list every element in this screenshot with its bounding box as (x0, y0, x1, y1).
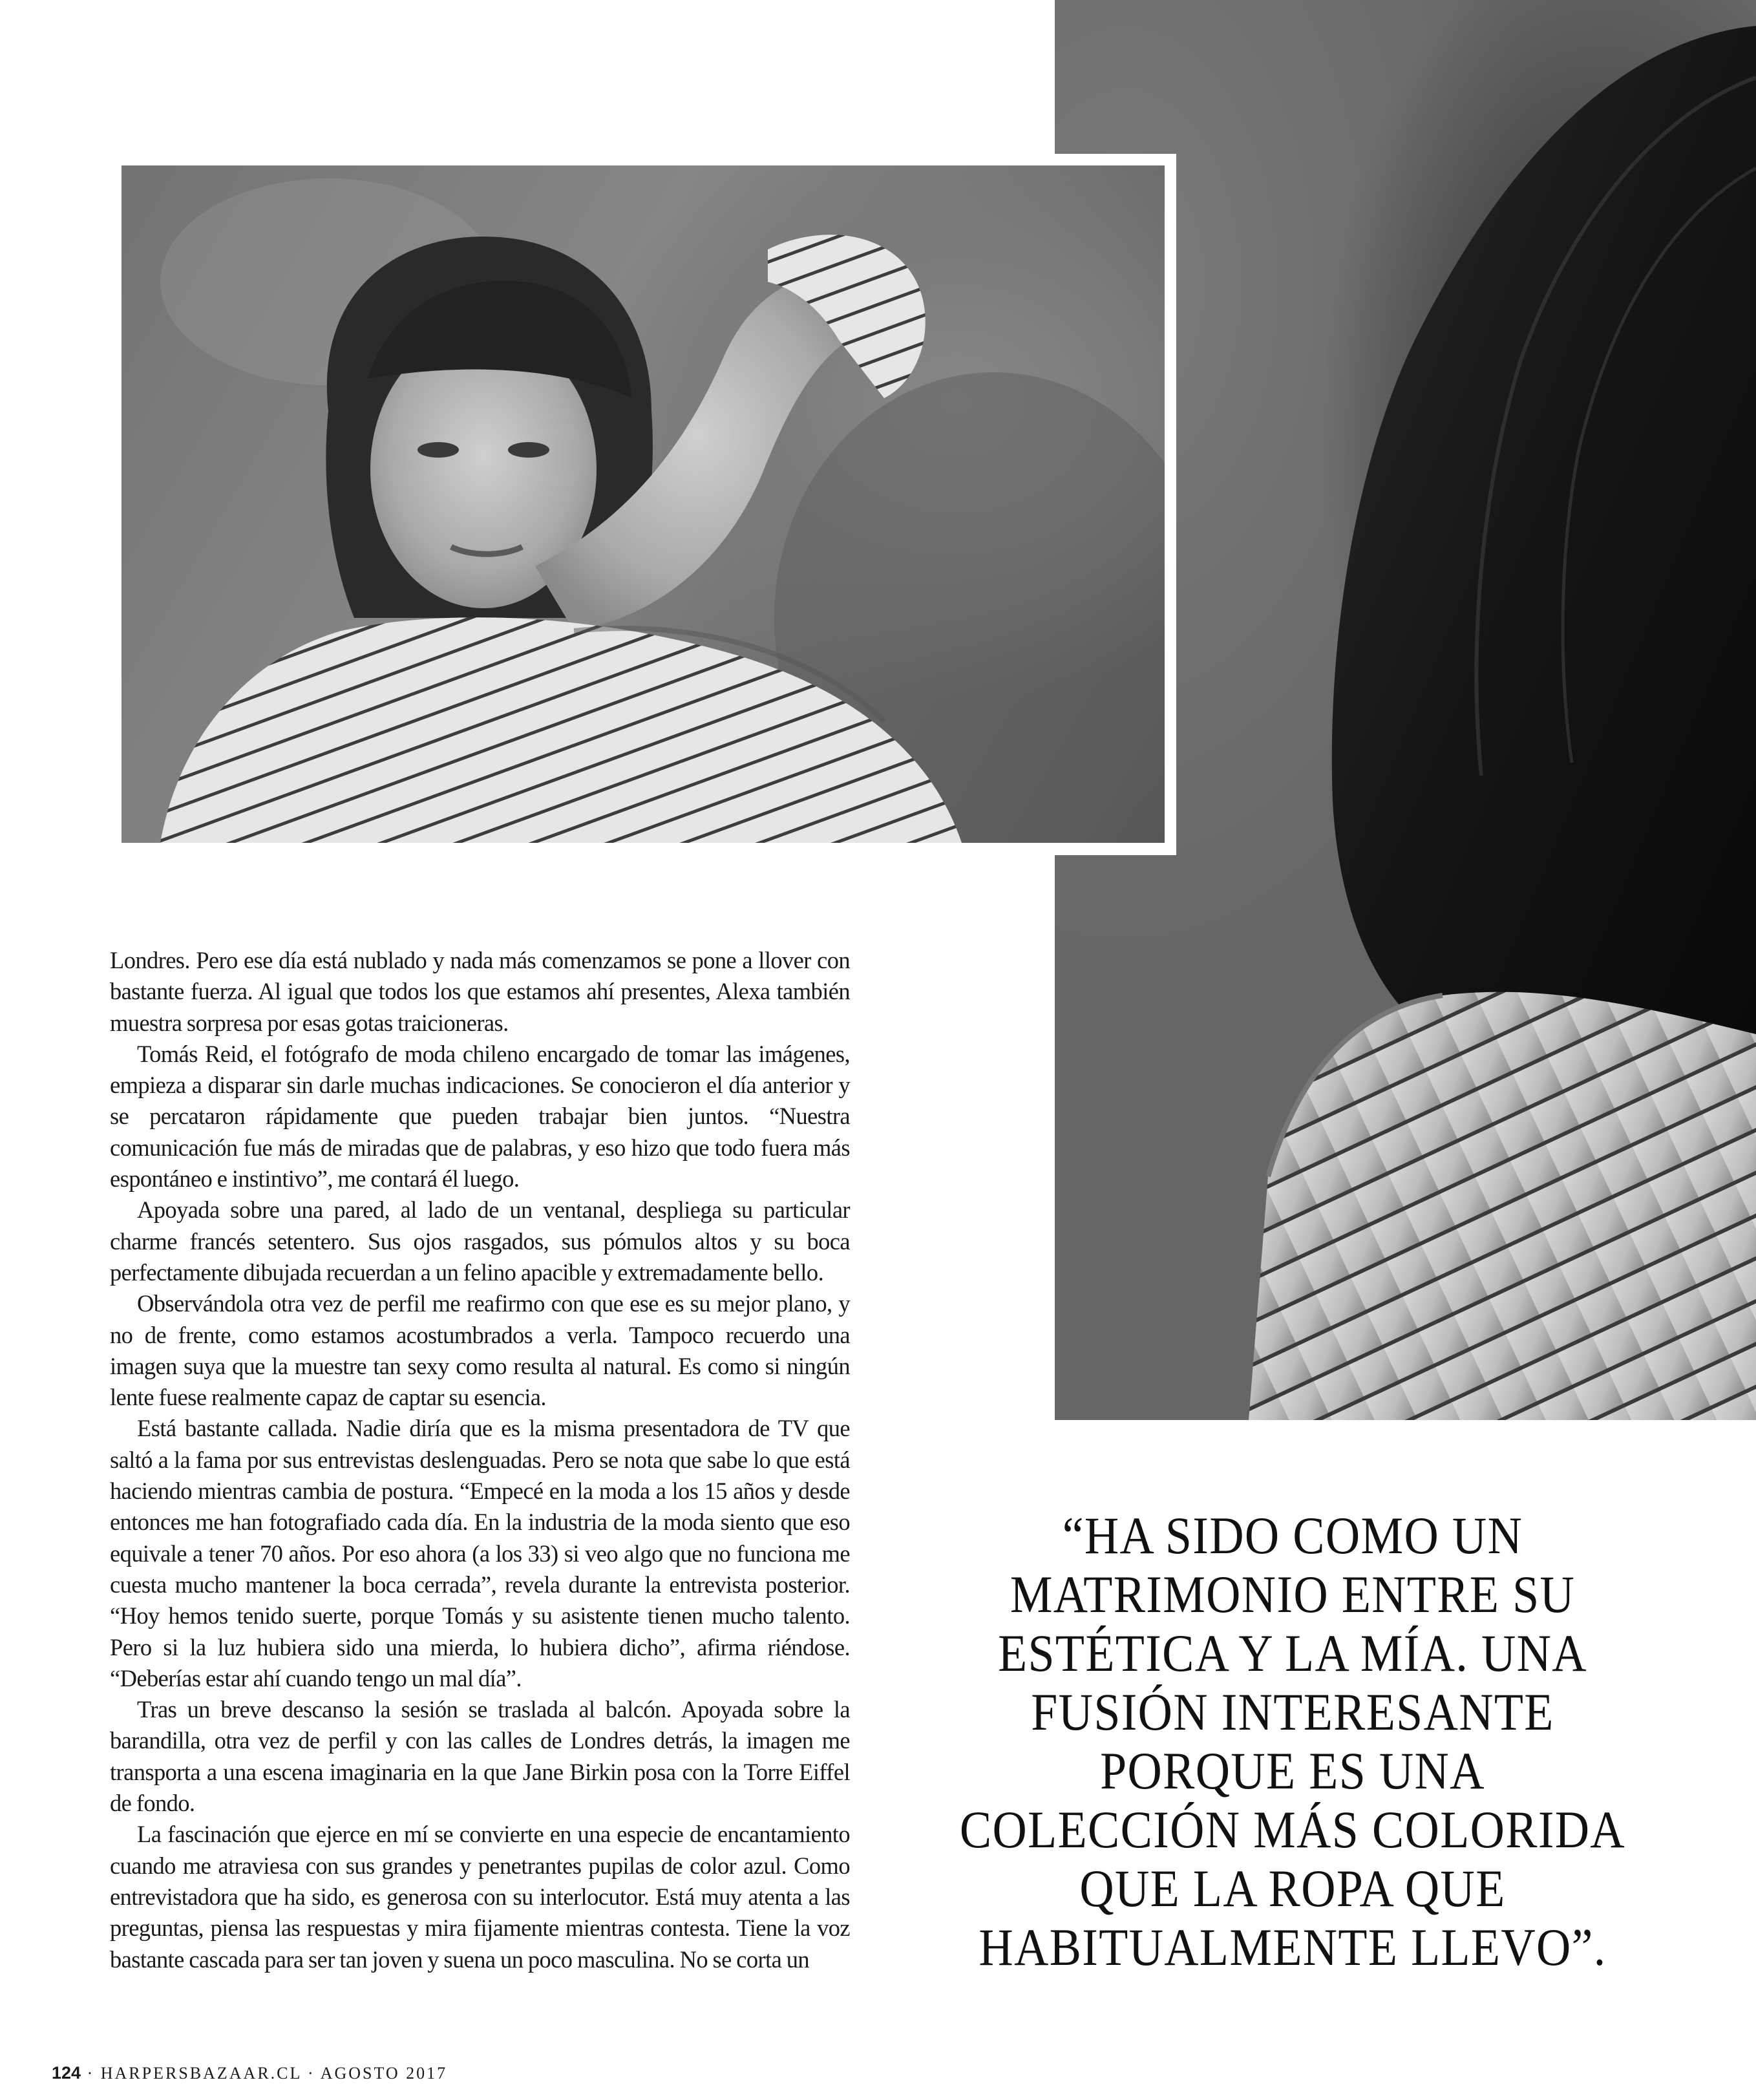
top-photo-illustration (122, 165, 1165, 843)
pull-quote-line: PORQUE ES UNA (1100, 1741, 1485, 1800)
publication-name: HARPERSBAZAAR.CL (100, 2064, 302, 2083)
article-paragraph: Observándola otra vez de perfil me reafirmo con que ese es su mejor plano, y no de frente, como estamos acostumbrados a verla. Tampoco recuerdo una imagen suya que la muestre tan sexy como resulta al natural. Es como si ningún lente fuese realmente capaz de captar su esencia. (110, 1290, 850, 1411)
pull-quote-line: QUE LA ROPA QUE (1079, 1859, 1506, 1918)
article-body (110, 945, 850, 1975)
article-paragraph: Apoyada sobre una pared, al lado de un ventanal, despliega su particular charme francés setentero. Sus ojos rasgados, sus pómulos altos y su boca perfectamente dibujada recuerdan a un felino apacible y extremadamente bello. (110, 1196, 850, 1286)
article-paragraph: Está bastante callada. Nadie diría que es la misma presentadora de TV que saltó a la fama por sus entrevistas deslenguadas. Pero se nota que sabe lo que está haciendo mientras cambia de postura. “Empecé en la moda a los 15 años y desde entonces me han fotografiado cada día. En la industria de la moda siento que eso equivale a tener 70 años. Por eso ahora (a los 33) si veo algo que no funciona me cuesta mucho mantener la boca cerrada”, revela durante la entrevista posterior. “Hoy hemos tenido suerte, porque Tomás y su asistente tienen mucho talento. Pero si la luz hubiera sido una mierda, lo hubiera dicho”, afirma riéndose. “Deberías estar ahí cuando tengo un mal día”. (110, 1415, 850, 1692)
article-paragraph: Tras un breve descanso la sesión se traslada al balcón. Apoyada sobre la barandilla, otra vez de perfil y con las calles de Londres detrás, la imagen me transporta a una escena imaginaria en la que Jane Birkin posa con la Torre Eiffel de fondo. (110, 1696, 850, 1817)
top-photo (122, 165, 1165, 843)
pull-quote-line: ESTÉTICA Y LA MÍA. UNA (998, 1624, 1587, 1682)
pull-quote-line: MATRIMONIO ENTRE SU (1010, 1565, 1576, 1624)
footer-separator: · (87, 2064, 95, 2083)
pull-quote-line: “HA SIDO COMO UN (1062, 1506, 1523, 1565)
article-paragraph: La fascinación que ejerce en mí se convierte en una especie de encantamiento cuando me atraviesa con sus grandes y penetrantes pupilas de color azul. Como entrevistadora que ha sido, es generosa con su interlocutor. Está muy atenta a las preguntas, piensa las respuestas y mira fijamente mientras contesta. Tiene la voz bastante cascada para ser tan joven y suena un poco masculina. No se corta un (110, 1821, 850, 1973)
pull-quote-line: FUSIÓN INTERESANTE (1031, 1682, 1554, 1741)
page-footer (52, 2063, 447, 2083)
issue-date: AGOSTO 2017 (320, 2064, 448, 2083)
pull-quote-line: COLECCIÓN MÁS COLORIDA (959, 1800, 1626, 1859)
article-paragraph: Londres. Pero ese día está nublado y nada más comenzamos se pone a llover con bastante fuerza. Al igual que todos los que estamos ahí presentes, Alexa también muestra sorpresa por esas gotas traicioneras. (110, 947, 850, 1036)
pull-quote (932, 1506, 1653, 1977)
article-paragraph: Tomás Reid, el fotógrafo de moda chileno encargado de tomar las imágenes, empieza a disparar sin darle muchas indicaciones. Se conocieron el día anterior y se percataron rápidamente que pueden trabajar bien juntos. “Nuestra comunicación fue más de miradas que de palabras, y eso hizo que todo fuera más espontáneo e instintivo”, me contará él luego. (110, 1040, 850, 1193)
page-number: 124 (52, 2063, 81, 2083)
pull-quote-line: HABITUALMENTE LLEVO”. (978, 1918, 1607, 1977)
footer-separator: · (307, 2064, 315, 2083)
